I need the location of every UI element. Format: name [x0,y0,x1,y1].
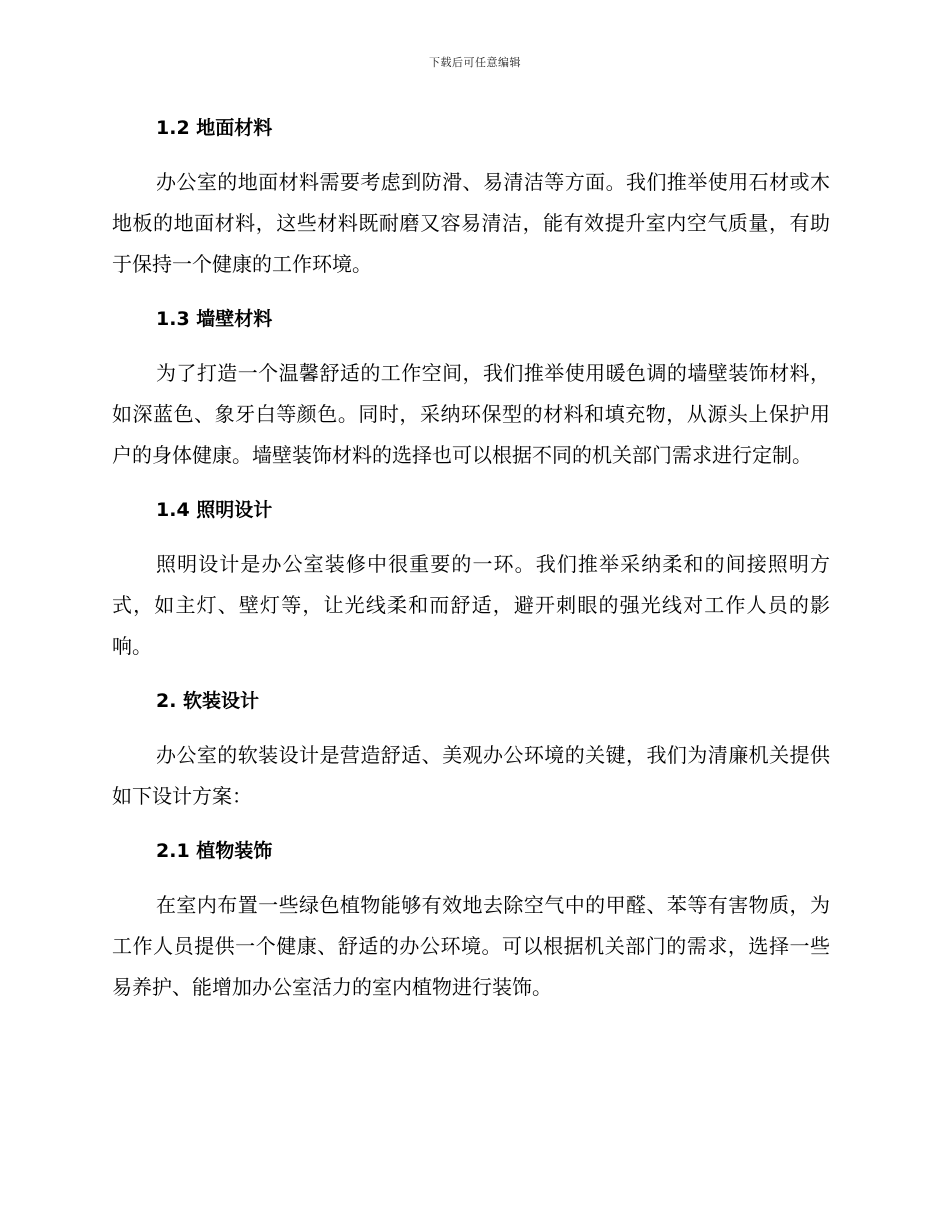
paragraph-plant-decoration: 在室内布置一些绿色植物能够有效地去除空气中的甲醛、苯等有害物质，为工作人员提供一个健康、舒适的办公环境。可以根据机关部门的需求，选择一些易养护、能增加办公室活力的室内植物进行装饰。 [112,893,830,999]
section-heading-plant-decoration: 2.1 植物装饰 [156,840,273,862]
paragraph-floor-materials: 办公室的地面材料需要考虑到防滑、易清洁等方面。我们推举使用石材或木地板的地面材料，这些材料既耐磨又容易清洁，能有效提升室内空气质量，有助于保持一个健康的工作环境。 [112,170,830,276]
paragraph-lighting-design: 照明设计是办公室装修中很重要的一环。我们推举采纳柔和的间接照明方式，如主灯、壁灯等，让光线柔和而舒适，避开刺眼的强光线对工作人员的影响。 [112,552,830,658]
section-heading-floor-materials: 1.2 地面材料 [156,117,273,139]
section-heading-wall-materials: 1.3 墙壁材料 [156,308,273,330]
paragraph-soft-furnishing: 办公室的软装设计是营造舒适、美观办公环境的关键，我们为清廉机关提供如下设计方案： [112,743,830,808]
section-heading-soft-furnishing: 2. 软装设计 [156,690,260,712]
header-note: 下载后可任意编辑 [429,56,521,69]
section-heading-lighting-design: 1.4 照明设计 [156,499,273,521]
paragraph-wall-materials: 为了打造一个温馨舒适的工作空间，我们推举使用暖色调的墙壁装饰材料，如深蓝色、象牙白等颜色。同时，采纳环保型的材料和填充物，从源头上保护用户的身体健康。墙壁装饰材料的选择也可以根据不同的机关部门需求进行定制。 [112,361,830,467]
document-body [112,108,830,1022]
